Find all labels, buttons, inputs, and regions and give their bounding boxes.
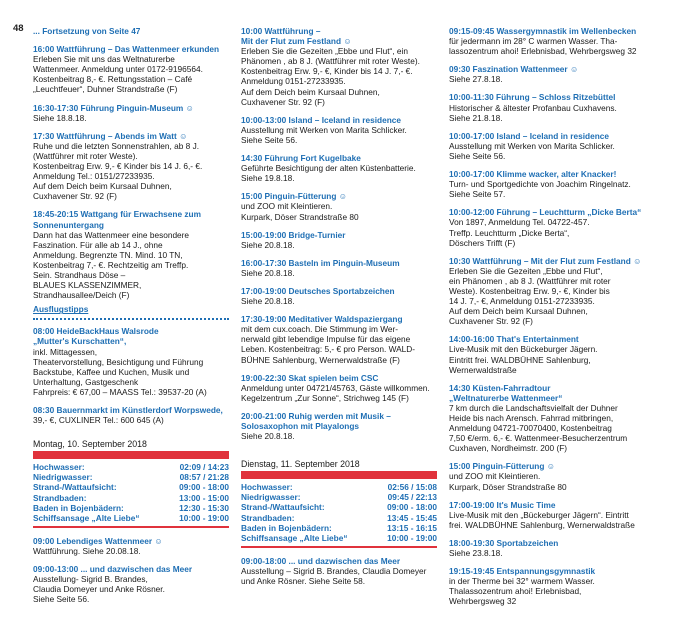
column-1: [33, 26, 229, 612]
event-body: Geführte Besichtigung der alten Küstenbatterie. Siehe 19.8.18.: [241, 163, 416, 184]
event-body: Von 1897, Anmeldung Tel. 04722-457. Treffp. Leuchtturm „Dicke Berta“, Döschers Trifft (F): [449, 217, 590, 248]
event-entry: [33, 405, 229, 425]
event-body: Live-Musik mit den „Bückeburger Jägern“. Eintritt frei. WALDBÜHNE Sahlenburg, Wernerwaldstraße: [449, 509, 635, 530]
tide-row: [241, 482, 437, 492]
event-body: Siehe 20.8.18.: [241, 267, 295, 278]
event-title: 10:00-17:00 Island – Iceland in residence: [449, 130, 610, 141]
event-entry: [241, 286, 437, 306]
event-entry: [449, 131, 645, 161]
tide-label: Baden in Bojenbädern:: [33, 502, 124, 513]
event-body: Erleben Sie die Gezeiten „Ebbe und Flut“, ein Phänomen , ab 8 J. (Wattführer mit roter Weste). Kostenbeitrag Erw. 9,- €, Kinder bis 14 J. 7,- €, Anmeldung 0151-27233935. Auf dem Deich beim Kursaal Duhnen, Cuxhavener Str. 92 (F): [449, 265, 611, 327]
event-title: 09:15-09:45 Wassergymnastik im Wellenbecken: [449, 26, 637, 36]
tide-value: 08:57 / 21:28: [179, 472, 229, 483]
tide-label: Strandbaden:: [241, 512, 295, 523]
event-body: Wattführung. Siehe 20.08.18.: [33, 545, 141, 556]
event-title: 17:30-19:00 Meditativer Waldspaziergang: [241, 314, 403, 325]
tide-value: 13:45 - 15:45: [387, 512, 437, 523]
event-body: Siehe 20.8.18.: [241, 431, 295, 442]
tide-value: 13:00 - 15:00: [179, 492, 229, 503]
event-title: 10:00-17:00 Klimme wacker, alter Knacker!: [449, 169, 617, 180]
event-body: Dann hat das Wattenmeer eine besondere Faszination. Für alle ab 14 J., ohne Anmeldung. Begrenzte TN. Mind. 10 TN, Kostenbeitrag 7,- €. Rechtzeitig am Treffp. Sein. Strandhaus Döse – BLAUES KLASSENZIMMER, Strandhausallee/Deich (F): [33, 229, 190, 301]
event-entry: [449, 500, 645, 530]
event-body: Ausstellung mit Werken von Marita Schlicker. Siehe Seite 56.: [449, 140, 615, 161]
tide-row: [33, 513, 229, 523]
event-title: 15:00 Pinguin-Fütterung ☺: [449, 461, 556, 472]
event-body: Anmeldung unter 04721/45763, Gäste willkommen. Kegelzentrum „Zur Sonne“, Strichweg 145 (F): [241, 382, 430, 403]
event-entry: [33, 26, 229, 36]
event-entry: [449, 92, 645, 122]
event-body: Live-Musik mit den Bückeburger Jägern. Eintritt frei. WALDBÜHNE Sahlenburg, Wernerwaldstraße: [449, 344, 598, 375]
tide-value: 02:56 / 15:08: [387, 482, 437, 493]
event-body: Ausstellung – Sigrid B. Brandes, Claudia Domeyer und Anke Rösner. Siehe Seite 58.: [241, 565, 427, 587]
tide-row: [241, 492, 437, 502]
tide-label: Hochwasser:: [241, 482, 293, 493]
event-entry: [449, 207, 645, 247]
day-red-bar: [241, 471, 437, 479]
tide-value: 12:30 - 15:30: [179, 502, 229, 513]
tide-label: Strand-/Wattaufsicht:: [33, 482, 117, 493]
event-title: 10:30 Wattführung – Mit der Flut zum Festland ☺: [449, 255, 642, 266]
event-body: Siehe 20.8.18.: [241, 239, 295, 250]
event-entry: [241, 411, 437, 441]
tide-value: 09:00 - 18:00: [179, 482, 229, 493]
event-title: 14:30 Küsten-Fahrradtour „Weltnaturerbe Wattenmeer“: [449, 382, 563, 403]
tide-label: Baden in Bojenbädern:: [241, 522, 332, 533]
event-entry: [241, 153, 437, 183]
tide-row: [33, 472, 229, 482]
event-entry: [241, 191, 437, 221]
tide-label: Strandbaden:: [33, 492, 87, 503]
event-body: Siehe 27.8.18.: [449, 74, 503, 85]
tide-value: 10:00 - 19:00: [179, 512, 229, 523]
event-title: 17:00-19:00 Deutsches Sportabzeichen: [241, 285, 395, 296]
event-entry: [449, 538, 645, 558]
event-entry: [449, 334, 645, 374]
event-body: Siehe 18.8.18.: [33, 112, 87, 123]
event-title: 14:00-16:00 That's Entertainment: [449, 334, 579, 345]
event-entry: [241, 373, 437, 403]
event-entry: [241, 230, 437, 250]
event-body: Turn- und Sportgedichte von Joachim Ringelnatz. Siehe Seite 57.: [449, 179, 631, 200]
event-entry: [33, 44, 229, 94]
event-body: Siehe 23.8.18.: [449, 548, 503, 559]
event-body: und ZOO mit Kleintieren. Kurpark, Döser Strandstraße 80: [241, 201, 359, 222]
event-entry: [449, 169, 645, 199]
event-body: mit dem cux.coach. Die Stimmung im Wer- nerwald gibt lebendige Impulse für das eigene Leben. Kostenbeitrag: 5,- € pro Person. WALD- BÜHNE Sahlenburg, Wernerwaldstraße (F): [241, 324, 416, 365]
event-entry: [241, 556, 437, 586]
tide-table: [241, 482, 437, 548]
event-title: 17:30 Wattführung – Abends im Watt ☺: [33, 130, 188, 141]
tide-label: Niedrigwasser:: [33, 472, 93, 483]
event-title: 18:45-20:15 Wattgang für Erwachsene zum Sonnenuntergang: [33, 209, 201, 230]
event-body: Ausstellung- Sigrid B. Brandes, Claudia Domeyer und Anke Rösner. Siehe Seite 56.: [33, 574, 165, 605]
event-title: 10:00-11:30 Führung – Schloss Ritzebüttel: [449, 92, 616, 103]
day-red-bar: [33, 451, 229, 459]
tide-value: 10:00 - 19:00: [387, 532, 437, 543]
event-title: 18:00-19:30 Sportabzeichen: [449, 537, 559, 548]
event-entry: [241, 258, 437, 278]
event-title: 14:30 Führung Fort Kugelbake: [241, 153, 361, 164]
tide-row: [241, 502, 437, 512]
event-title: 09:00-18:00 ... und dazwischen das Meer: [241, 555, 401, 566]
event-entry: [449, 461, 645, 491]
event-body: in der Therme bei 32° warmem Wasser. Thalassozentrum ahoi! Erlebnisbad, Wehrbergsweg 32: [449, 576, 595, 607]
event-entry: [33, 536, 229, 556]
event-title: 17:00-19:00 It's Music Time: [449, 499, 556, 510]
event-entry: [449, 383, 645, 454]
event-title: 20:00-21:00 Ruhig werden mit Musik – Solosaxophon mit Playalongs: [241, 410, 391, 431]
event-title: 10:00 Wattführung – Mit der Flut zum Festland ☺: [241, 26, 352, 47]
tide-label: Schiffsansage „Alte Liebe“: [241, 532, 348, 543]
event-entry: [449, 566, 645, 606]
event-entry: [241, 115, 437, 145]
tide-label: Schiffsansage „Alte Liebe“: [33, 512, 140, 523]
event-body: Ausstellung mit Werken von Marita Schlicker. Siehe Seite 56.: [241, 124, 407, 145]
tide-label: Niedrigwasser:: [241, 492, 301, 503]
day-heading: Dienstag, 11. September 2018: [241, 459, 360, 470]
event-entry: [449, 256, 645, 327]
tide-value: 13:15 - 16:15: [387, 522, 437, 533]
event-title: 08:00 HeideBackHaus Walsrode „Mutter's Kurschatten“,: [33, 326, 159, 347]
tide-row: [33, 462, 229, 472]
tide-row: [241, 523, 437, 533]
page-number: 48: [13, 23, 24, 34]
tide-row: [241, 533, 437, 543]
day-heading: Montag, 10. September 2018: [33, 439, 147, 450]
event-entry: [33, 326, 229, 397]
dotted-divider: [33, 318, 229, 320]
event-body: inkl. Mittagessen, Theatervorstellung, Besichtigung und Führung Backstube, Kaffee und Kuchen, Musik und Unterhaltung, Gastgeschenk Fahrpreis: € 67,00 – MAASS Tel.: 39537-20 (A): [33, 346, 207, 397]
event-entry: [241, 26, 437, 107]
event-body: Ruhe und die letzten Sonnenstrahlen, ab 8 J. (Wattführer mit roter Weste). Kostenbeitrag Erw. 9,- € Kinder bis 14 J. 6,- €. Anmeldung Tel.: 0151/27233935. Auf dem Deich beim Kursaal Duhnen, Cuxhavener Str. 92 (F): [33, 140, 203, 202]
event-body: und ZOO mit Kleintieren. Kurpark, Döser Strandstraße 80: [449, 471, 567, 492]
event-title: 16:30-17:30 Führung Pinguin-Museum ☺: [33, 102, 195, 113]
tide-row: [241, 513, 437, 523]
tide-label: Hochwasser:: [33, 462, 85, 473]
event-body: Siehe 20.8.18.: [241, 296, 295, 307]
event-title: 09:30 Faszination Wattenmeer ☺: [449, 64, 579, 75]
event-entry: [33, 131, 229, 202]
tide-row: [33, 482, 229, 492]
event-entry: [33, 564, 229, 604]
event-entry: [449, 26, 645, 56]
event-body: für jedermann im 28° C warmen Wasser. Tha- lassozentrum ahoi! Erlebnisbad, Wehrbergsweg 32: [449, 36, 637, 57]
event-title: 10:00-12:00 Führung – Leuchtturm „Dicke Berta“: [449, 207, 642, 218]
event-title: ... Fortsetzung von Seite 47: [33, 26, 141, 36]
event-title: 16:00 Wattführung – Das Wattenmeer erkunden: [33, 44, 220, 55]
tide-value: 02:09 / 14:23: [179, 462, 229, 473]
tide-value: 09:00 - 18:00: [387, 502, 437, 513]
event-entry: [33, 209, 229, 300]
event-entry: [449, 64, 645, 84]
ausflugstipps-heading: Ausflugstipps: [33, 304, 89, 315]
tide-row: [33, 493, 229, 503]
tide-row: [33, 503, 229, 513]
event-title: 19:00-22:30 Skat spielen beim CSC: [241, 372, 379, 383]
event-body: Erleben Sie die Gezeiten „Ebbe und Flut“, ein Phänomen , ab 8 J. (Wattführer mit roter Weste). Kostenbeitrag Erw. 9,- €, Kinder bis 14 J. 7,- €. Anmeldung 0151-27233935. Auf dem Deich beim Kursaal Duhnen, Cuxhavener Str. 92 (F): [241, 46, 420, 107]
event-body: 7 km durch die Landschaftsvielfalt der Duhner Heide bis nach Arensch. Fahrrad mitbringen, Anmeldung 04721-70070400, Kostenbeitrag 7,50 €/erm. 6,- €. Wattenmeer-Besucherzentrum Cuxhaven, Nordheimstr. 200 (F): [449, 402, 628, 454]
event-title: 09:00 Lebendiges Wattenmeer ☺: [33, 535, 163, 546]
column-2: [241, 26, 437, 594]
event-title: 15:00 Pinguin-Fütterung ☺: [241, 191, 348, 202]
tide-label: Strand-/Wattaufsicht:: [241, 502, 325, 513]
event-title: 16:00-17:30 Basteln im Pinguin-Museum: [241, 257, 400, 268]
event-entry: [33, 103, 229, 123]
event-entry: [241, 314, 437, 364]
event-body: Erleben Sie mit uns das Weltnaturerbe Wattenmeer. Anmeldung unter 0172-9196564. Kostenbeitrag 8,- €. Rettungsstation – Café „Leuchtfeuer“, Duhner Strandstraße (F): [33, 54, 203, 95]
event-title: 08:30 Bauernmarkt im Künstlerdorf Worpswede,: [33, 405, 223, 415]
tide-value: 09:45 / 22:13: [387, 492, 437, 503]
event-title: 09:00-13:00 ... und dazwischen das Meer: [33, 564, 193, 575]
tide-table: [33, 462, 229, 528]
event-title: 19:15-19:45 Entspannungsgymnastik: [449, 566, 596, 577]
event-title: 15:00-19:00 Bridge-Turnier: [241, 229, 346, 240]
event-title: 10:00-13:00 Island – Iceland in residence: [241, 114, 402, 125]
column-3: [449, 26, 645, 615]
event-body: Historischer & ältester Profanbau Cuxhavens. Siehe 21.8.18.: [449, 102, 617, 123]
event-body: 39,- €, CUXLINER Tel.: 600 645 (A): [33, 415, 164, 426]
